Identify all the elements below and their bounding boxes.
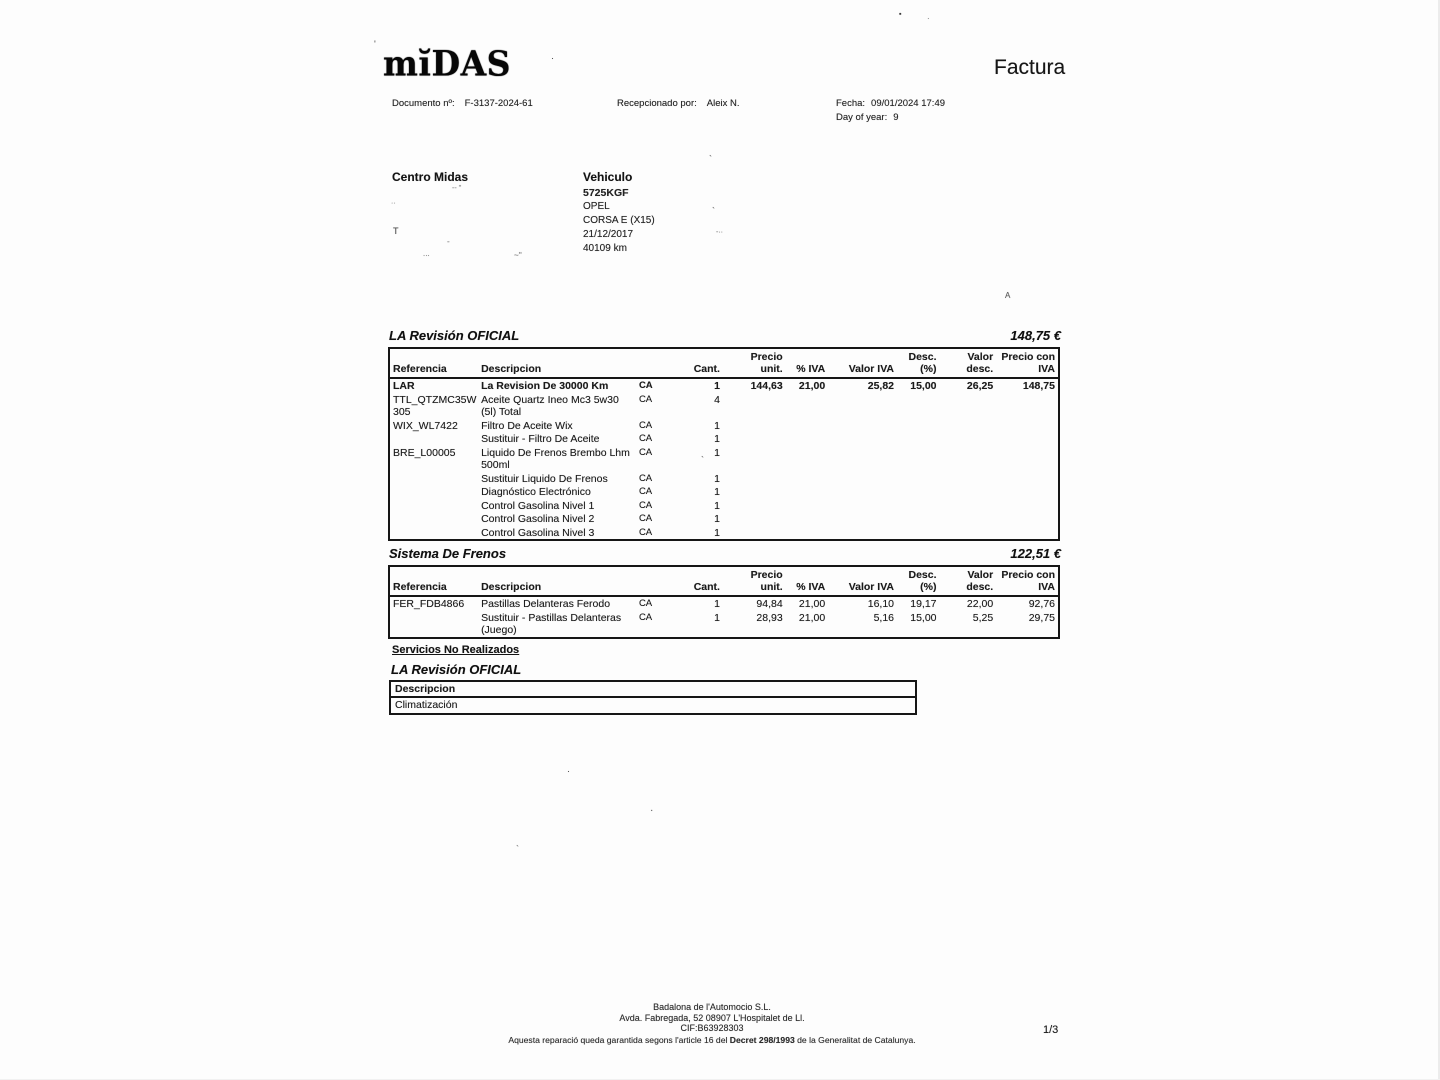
scan-artifact: -·· [716,229,723,236]
date-block [836,98,945,123]
cell-iva [786,393,829,419]
warranty-decree: Decret 298/1993 [729,1034,795,1045]
cell-piva [996,526,1059,541]
cell-iva [786,526,829,541]
scan-artifact: ` [701,455,704,465]
cell-dpct [897,446,940,472]
cell-desc: Control Gasolina Nivel 2 [481,513,595,525]
cell-cant: 1 [714,433,720,445]
frenos-table [388,565,1060,639]
cell-ref [389,499,478,513]
cell-pu [723,446,786,472]
document-number [392,98,533,109]
section-revision-header [389,328,1061,343]
table-row [389,446,1059,472]
cell-viva: 25,82 [867,380,895,392]
no-realizados-table [389,680,917,715]
cell-desc: Diagnóstico Electrónico [481,486,591,498]
cell-iva: 21,00 [798,611,826,624]
cell-desc: Control Gasolina Nivel 3 [481,526,595,539]
scan-artifact: ` [516,844,519,854]
cell-dpct [897,472,940,486]
date-label: Fecha: [836,98,866,109]
document-type-title: Factura [994,56,1066,79]
cell-vdesc [940,472,997,486]
cell-cant: 1 [714,526,720,539]
document-number-value: F-3137-2024-61 [464,98,533,109]
table-row [389,526,1059,541]
cell-dpct: 15,00 [910,611,937,624]
vehicle-model: CORSA E (X15) [583,215,655,226]
section-revision-title: LA Revisión OFICIAL [389,328,520,343]
cell-piva [996,393,1059,419]
cell-piva [996,485,1059,499]
cell-cant: 1 [714,611,720,624]
cell-viva [828,472,897,486]
col-cant: Cant. [662,566,723,596]
cell-ref [389,526,478,541]
cell-dpct [897,485,940,499]
cell-ca: CA [638,393,653,405]
scan-artifact: A [1005,291,1011,300]
cell-iva: 21,00 [798,598,826,610]
cell-ca: CA [638,513,653,524]
vehicle-block [583,170,655,256]
cell-pu [723,472,786,486]
received-by-value: Aleix N. [706,98,740,109]
servicios-no-realizados-heading: Servicios No Realizados [392,644,520,656]
cell-ref: WIX_WL7422 [393,419,458,432]
cell-ref: TTL_QTZMC35W 305 [393,393,477,418]
cell-iva [786,432,829,446]
cell-viva: 16,10 [867,598,895,610]
table-row [389,512,1059,526]
revision-table [388,347,1060,541]
cell-vdesc [940,446,997,472]
scan-artifact: - [447,237,450,246]
day-of-year-value: 9 [893,112,899,123]
cell-iva [786,499,829,513]
vehicle-km: 40109 km [583,243,627,254]
cell-ca: CA [638,499,653,511]
cell-dpct [897,512,940,526]
cell-iva [786,419,829,433]
cell-ca: CA [638,446,653,458]
cell-ref [389,485,478,499]
cell-pu [723,485,786,499]
scan-artifact: T [393,226,399,236]
cell-pu: 28,93 [756,611,783,624]
cell-ca: CA [638,486,653,497]
scan-artifact: ' [374,39,376,49]
received-by [617,98,739,109]
col-referencia: Referencia [389,348,478,378]
page-number: 1/3 [1043,1024,1059,1036]
date-value: 09/01/2024 17:49 [871,98,946,109]
cell-viva [828,499,897,513]
col-descripcion: Descripcion [390,681,916,697]
cell-dpct [897,432,940,446]
cell-dpct: 15,00 [910,380,937,392]
warranty-prefix: Aquesta reparació queda garantida segons l'article 16 del [508,1034,730,1045]
cell-vdesc [940,499,997,513]
scan-artifact: ... [423,249,430,258]
table-row [390,697,916,714]
col-precio-unit: Precio unit. [723,566,786,596]
revision-table-header-row [389,348,1059,378]
document-number-label: Documento nº: [392,98,455,109]
cell-dpct [897,419,940,433]
table-row [389,419,1059,433]
col-valor-iva: Valor IVA [828,566,897,596]
cell-dpct [897,499,940,513]
vehicle-make: OPEL [583,201,610,212]
midas-logo: mĭDAS [383,43,512,84]
col-cant: Cant. [662,348,723,378]
scan-artifact: -- '' [452,185,462,192]
cell-ca: CA [638,472,653,484]
cell-iva [786,485,829,499]
centro-midas-title: Centro Midas [392,170,469,184]
scan-artifact: · [927,14,930,23]
col-descripcion: Descripcion [478,348,636,378]
col-valor-iva: Valor IVA [828,348,897,378]
scan-artifact: ▪ [899,11,902,18]
table-row [389,485,1059,499]
cell-dpct [897,526,940,541]
cell-piva [996,512,1059,526]
cell-pu: 144,63 [750,380,783,392]
cell-pu [723,432,786,446]
col-valor-desc: Valor desc. [940,348,997,378]
received-by-label: Recepcionado por: [617,98,697,109]
cell-iva: 21,00 [798,380,826,392]
no-realizados-header-row [390,681,916,697]
table-row [389,472,1059,486]
cell-viva [828,512,897,526]
cell-iva [786,512,829,526]
cell-desc: Filtro De Aceite Wix [481,419,573,432]
footer-company: Badalona de l'Automocio S.L. [653,1002,771,1012]
col-pct-iva: % IVA [786,566,829,596]
cell-viva [828,419,897,433]
warranty-suffix: de la Generalitat de Catalunya. [794,1034,916,1045]
cell-ref: BRE_L00005 [393,446,456,459]
cell-ca: CA [638,433,653,444]
cell-vdesc [940,512,997,526]
scan-artifact: · [650,805,654,816]
table-row [389,432,1059,446]
cell-vdesc [940,393,997,419]
footer-warranty [389,1035,1035,1046]
cell-dpct: 19,17 [910,598,937,610]
cell-ref: LAR [393,380,415,392]
cell-desc: Sustituir Liquido De Frenos [481,472,608,485]
cell-desc: Aceite Quartz Ineo Mc3 5w30 (5l) Total [481,393,619,418]
col-precio-unit: Precio unit. [723,348,786,378]
cell-vdesc [940,432,997,446]
cell-piva [996,472,1059,486]
cell-dpct [897,393,940,419]
cell-cant: 1 [714,598,720,610]
col-valor-desc: Valor desc. [940,566,997,596]
table-row [389,499,1059,513]
vehicle-plate: 5725KGF [583,187,629,199]
cell-ref: FER_FDB4866 [393,598,465,610]
cell-ca: CA [638,419,653,431]
col-descripcion: Descripcion [478,566,636,596]
cell-pu [723,512,786,526]
cell-vdesc [940,526,997,541]
day-of-year-label: Day of year: [836,112,888,123]
cell-cant: 1 [714,472,720,485]
col-desc-pct: Desc. (%) [897,566,940,596]
cell-piva [996,446,1059,472]
scan-artifact: · [567,766,570,776]
cell-vdesc [940,485,997,499]
vehicle-date: 21/12/2017 [583,229,634,240]
cell-cant: 1 [714,419,720,432]
footer [389,1002,1035,1045]
footer-address: Avda. Fabregada, 52 08907 L'Hospitalet de Ll. [619,1012,805,1023]
scan-artifact: ~'' [514,251,522,260]
cell-ca: CA [638,611,653,623]
col-ca [636,566,662,596]
cell-desc: Liquido De Frenos Brembo Lhm 500ml [481,446,630,471]
cell-pu [723,419,786,433]
frenos-table-header-row [389,566,1059,596]
footer-cif: CIF:B63928303 [680,1023,744,1033]
no-realizados-section-title: LA Revisión OFICIAL [391,662,522,677]
cell-pu [723,393,786,419]
day-of-year-line [836,112,945,123]
cell-cant: 1 [714,446,720,459]
table-row [389,393,1059,419]
cell-viva [828,432,897,446]
cell-vdesc: 22,00 [966,598,994,610]
col-ca [636,348,662,378]
col-desc-pct: Desc. (%) [897,348,940,378]
cell-ca: CA [638,598,653,609]
cell-viva: 5,16 [873,611,895,624]
cell-cant: 1 [714,513,720,525]
section-frenos-total: 122,51 € [1010,546,1061,561]
cell-cant: 1 [714,499,720,512]
scan-artifact: · [551,53,554,63]
cell-desc: Control Gasolina Nivel 1 [481,499,595,512]
cell-piva [996,499,1059,513]
cell-pu [723,499,786,513]
col-precio-con-iva: Precio con IVA [996,348,1059,378]
cell-pu: 94,84 [756,598,783,610]
cell-pu [723,526,786,541]
cell-cant: 4 [714,393,720,406]
cell-desc: Sustituir - Filtro De Aceite [481,433,600,445]
cell-piva: 148,75 [1022,380,1055,392]
col-precio-con-iva: Precio con IVA [996,566,1059,596]
table-row [389,611,1059,638]
cell-viva [828,485,897,499]
cell-desc: Climatización [395,699,458,711]
date-line [836,98,945,109]
cell-piva [996,419,1059,433]
scan-artifact: ·· [391,200,396,207]
section-revision-total: 148,75 € [1010,328,1061,343]
cell-ca: CA [638,526,653,538]
scan-artifact: ` [709,154,712,164]
table-row [389,378,1059,393]
cell-ref [389,512,478,526]
cell-iva [786,446,829,472]
cell-cant: 1 [714,380,720,392]
cell-vdesc: 5,25 [972,611,994,624]
table-row [389,596,1059,611]
col-referencia: Referencia [389,566,478,596]
cell-piva: 92,76 [1028,598,1055,610]
cell-viva [828,446,897,472]
cell-desc: La Revision De 30000 Km [481,380,609,392]
cell-vdesc [940,419,997,433]
section-frenos-header [389,546,1061,561]
cell-piva [996,432,1059,446]
col-pct-iva: % IVA [786,348,829,378]
cell-viva [828,526,897,541]
cell-iva [786,472,829,486]
cell-desc: Sustituir - Pastillas Delanteras (Juego) [481,611,622,636]
cell-ref [389,472,478,486]
section-frenos-title: Sistema De Frenos [389,546,507,561]
cell-ref [389,611,478,638]
vehicle-title: Vehiculo [583,170,633,184]
scan-artifact: ` [712,206,715,216]
cell-ref [389,432,478,446]
cell-vdesc: 26,25 [966,380,994,392]
cell-desc: Pastillas Delanteras Ferodo [481,598,611,610]
cell-viva [828,393,897,419]
cell-piva: 29,75 [1028,611,1055,624]
cell-cant: 1 [714,486,720,498]
cell-ca: CA [638,380,653,391]
